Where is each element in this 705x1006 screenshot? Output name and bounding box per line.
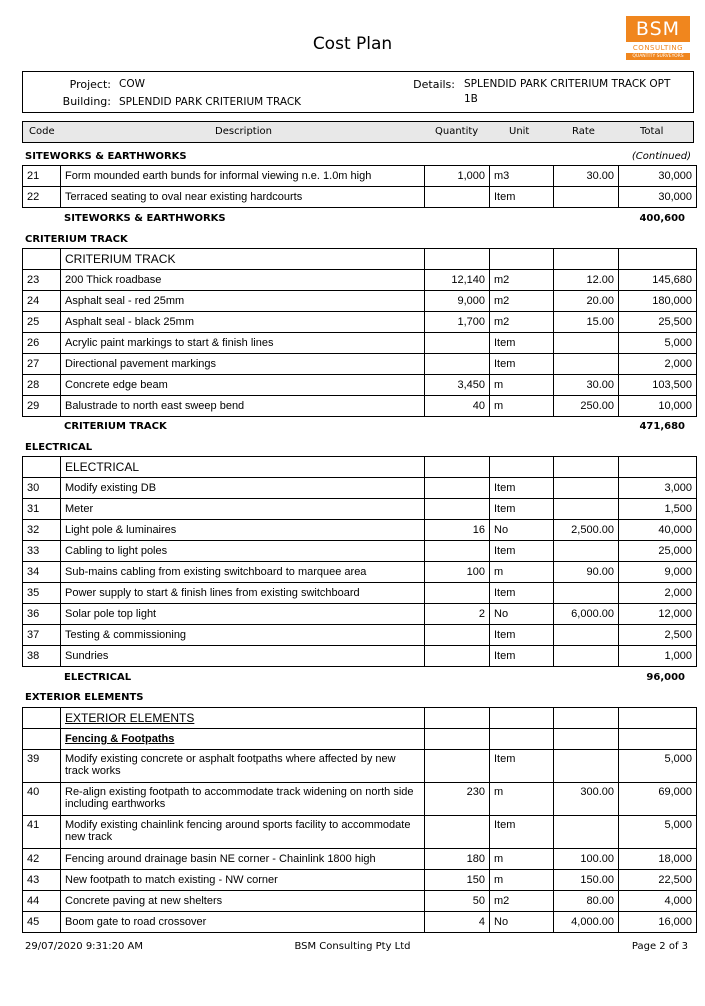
cell-rate: 30.00 bbox=[554, 375, 619, 396]
cell-rate: 250.00 bbox=[554, 396, 619, 417]
cell-rate: 150.00 bbox=[554, 870, 619, 891]
cell-desc: Light pole & luminaires bbox=[61, 520, 425, 541]
table-row bbox=[23, 333, 697, 354]
cell-rate: 100.00 bbox=[554, 849, 619, 870]
table-row bbox=[23, 604, 697, 625]
table-subheading bbox=[23, 729, 697, 750]
cell-desc: Modify existing chainlink fencing around sports facility to accommodate new track bbox=[61, 816, 425, 849]
cell-rate: 80.00 bbox=[554, 891, 619, 912]
cell-qty: 100 bbox=[425, 562, 490, 583]
cell-total: 180,000 bbox=[619, 291, 697, 312]
cell-rate bbox=[554, 333, 619, 354]
cell-qty bbox=[425, 354, 490, 375]
exterior-table bbox=[22, 707, 697, 933]
cell-total: 9,000 bbox=[619, 562, 697, 583]
cell-desc: New footpath to match existing - NW corner bbox=[61, 870, 425, 891]
cell-qty bbox=[425, 750, 490, 783]
cell-unit: Item bbox=[490, 750, 554, 783]
table-row bbox=[23, 312, 697, 333]
table-row bbox=[23, 166, 697, 187]
cell-code: 42 bbox=[23, 849, 61, 870]
cell-qty bbox=[425, 499, 490, 520]
cell-rate: 12.00 bbox=[554, 270, 619, 291]
siteworks-table bbox=[22, 165, 697, 208]
cell-desc: Balustrade to north east sweep bend bbox=[61, 396, 425, 417]
table-row bbox=[23, 291, 697, 312]
cell-unit: m2 bbox=[490, 891, 554, 912]
project-value: COW bbox=[119, 78, 145, 90]
col-description: Description bbox=[215, 126, 272, 137]
cell-code: 35 bbox=[23, 583, 61, 604]
cell-total: 5,000 bbox=[619, 816, 697, 849]
cell-qty: 180 bbox=[425, 849, 490, 870]
cell-unit: Item bbox=[490, 816, 554, 849]
cell-total: 40,000 bbox=[619, 520, 697, 541]
project-info-box bbox=[22, 71, 694, 113]
cell-rate: 6,000.00 bbox=[554, 604, 619, 625]
cell-code: 36 bbox=[23, 604, 61, 625]
table-row bbox=[23, 783, 697, 816]
cell-qty: 230 bbox=[425, 783, 490, 816]
cell-code: 34 bbox=[23, 562, 61, 583]
table-row bbox=[23, 583, 697, 604]
cell-desc: Concrete paving at new shelters bbox=[61, 891, 425, 912]
cell-unit: Item bbox=[490, 541, 554, 562]
project-label: Project: bbox=[69, 78, 111, 91]
cell-total: 3,000 bbox=[619, 478, 697, 499]
cell-unit: Item bbox=[490, 333, 554, 354]
cell-code: 43 bbox=[23, 870, 61, 891]
cell-rate bbox=[554, 750, 619, 783]
cell-unit: No bbox=[490, 604, 554, 625]
cell-desc: 200 Thick roadbase bbox=[61, 270, 425, 291]
cell-rate: 15.00 bbox=[554, 312, 619, 333]
details-value-line2: 1B bbox=[464, 93, 478, 105]
footer-page-number: Page 2 of 3 bbox=[631, 941, 688, 952]
cell-qty: 9,000 bbox=[425, 291, 490, 312]
cell-code: 32 bbox=[23, 520, 61, 541]
cell-rate bbox=[554, 354, 619, 375]
table-row bbox=[23, 912, 697, 933]
cell-code: 25 bbox=[23, 312, 61, 333]
table-row bbox=[23, 870, 697, 891]
continued-note: (Continued) bbox=[631, 151, 691, 162]
cell-qty bbox=[425, 625, 490, 646]
cell-total: 103,500 bbox=[619, 375, 697, 396]
cell-qty bbox=[425, 816, 490, 849]
cell-total: 4,000 bbox=[619, 891, 697, 912]
cell-qty: 2 bbox=[425, 604, 490, 625]
subtotal-value-electrical: 96,000 bbox=[646, 672, 685, 683]
cell-total: 145,680 bbox=[619, 270, 697, 291]
cell-code: 45 bbox=[23, 912, 61, 933]
exterior-heading: EXTERIOR ELEMENTS bbox=[61, 708, 425, 729]
cell-rate bbox=[554, 499, 619, 520]
cell-unit: No bbox=[490, 912, 554, 933]
cell-unit: Item bbox=[490, 646, 554, 667]
cell-total: 12,000 bbox=[619, 604, 697, 625]
cell-qty bbox=[425, 333, 490, 354]
cell-rate: 300.00 bbox=[554, 783, 619, 816]
subtotal-label-criterium: CRITERIUM TRACK bbox=[64, 421, 167, 432]
cell-rate bbox=[554, 583, 619, 604]
details-value-line1: SPLENDID PARK CRITERIUM TRACK OPT bbox=[464, 78, 671, 90]
electrical-heading: ELECTRICAL bbox=[61, 457, 425, 478]
cell-desc: Fencing around drainage basin NE corner - Chainlink 1800 high bbox=[61, 849, 425, 870]
cell-desc: Sub-mains cabling from existing switchboard to marquee area bbox=[61, 562, 425, 583]
cell-desc: Boom gate to road crossover bbox=[61, 912, 425, 933]
cell-desc: Asphalt seal - red 25mm bbox=[61, 291, 425, 312]
cell-rate bbox=[554, 541, 619, 562]
col-code: Code bbox=[29, 126, 55, 137]
cell-rate: 20.00 bbox=[554, 291, 619, 312]
logo-subtitle: CONSULTING bbox=[632, 44, 684, 52]
cell-total: 10,000 bbox=[619, 396, 697, 417]
cell-qty: 150 bbox=[425, 870, 490, 891]
cell-unit: m3 bbox=[490, 166, 554, 187]
cell-unit: m bbox=[490, 562, 554, 583]
cell-desc: Acrylic paint markings to start & finish lines bbox=[61, 333, 425, 354]
cell-unit: m2 bbox=[490, 312, 554, 333]
cell-unit: m2 bbox=[490, 270, 554, 291]
cell-unit: m2 bbox=[490, 291, 554, 312]
cell-unit: Item bbox=[490, 187, 554, 208]
cell-code: 31 bbox=[23, 499, 61, 520]
col-rate: Rate bbox=[572, 126, 595, 137]
cell-rate: 4,000.00 bbox=[554, 912, 619, 933]
cell-desc: Meter bbox=[61, 499, 425, 520]
cell-rate: 30.00 bbox=[554, 166, 619, 187]
table-row bbox=[23, 270, 697, 291]
cell-qty bbox=[425, 187, 490, 208]
cell-rate bbox=[554, 187, 619, 208]
company-logo bbox=[626, 16, 690, 62]
table-section-heading bbox=[23, 708, 697, 729]
cell-rate: 2,500.00 bbox=[554, 520, 619, 541]
cell-qty: 1,700 bbox=[425, 312, 490, 333]
table-row bbox=[23, 750, 697, 783]
cell-qty: 12,140 bbox=[425, 270, 490, 291]
cell-code: 39 bbox=[23, 750, 61, 783]
cell-total: 30,000 bbox=[619, 187, 697, 208]
cell-desc: Concrete edge beam bbox=[61, 375, 425, 396]
cell-unit: m bbox=[490, 375, 554, 396]
cell-code: 23 bbox=[23, 270, 61, 291]
electrical-table bbox=[22, 456, 697, 667]
table-row bbox=[23, 520, 697, 541]
cell-unit: m bbox=[490, 870, 554, 891]
table-row bbox=[23, 187, 697, 208]
cell-qty: 1,000 bbox=[425, 166, 490, 187]
cell-rate bbox=[554, 478, 619, 499]
cell-qty bbox=[425, 583, 490, 604]
cell-desc: Sundries bbox=[61, 646, 425, 667]
table-row bbox=[23, 625, 697, 646]
subtotal-value-siteworks: 400,600 bbox=[639, 213, 685, 224]
cell-code: 37 bbox=[23, 625, 61, 646]
cell-total: 69,000 bbox=[619, 783, 697, 816]
table-section-heading bbox=[23, 249, 697, 270]
section-label-exterior: EXTERIOR ELEMENTS bbox=[25, 692, 144, 703]
building-label: Building: bbox=[62, 95, 111, 108]
cell-unit: Item bbox=[490, 499, 554, 520]
cell-rate bbox=[554, 646, 619, 667]
cell-desc: Solar pole top light bbox=[61, 604, 425, 625]
table-row bbox=[23, 541, 697, 562]
table-row bbox=[23, 849, 697, 870]
cell-code: 40 bbox=[23, 783, 61, 816]
table-row bbox=[23, 375, 697, 396]
cell-total: 2,000 bbox=[619, 583, 697, 604]
section-label-siteworks: SITEWORKS & EARTHWORKS bbox=[25, 151, 187, 162]
cell-unit: Item bbox=[490, 583, 554, 604]
fencing-subheading: Fencing & Footpaths bbox=[61, 729, 425, 750]
logo-mark: BSM bbox=[626, 16, 690, 42]
cell-desc: Cabling to light poles bbox=[61, 541, 425, 562]
cell-code: 26 bbox=[23, 333, 61, 354]
cell-rate: 90.00 bbox=[554, 562, 619, 583]
table-row bbox=[23, 646, 697, 667]
cell-qty: 3,450 bbox=[425, 375, 490, 396]
cell-code: 22 bbox=[23, 187, 61, 208]
cell-total: 1,500 bbox=[619, 499, 697, 520]
logo-tagline: QUANTITY SURVEYORS bbox=[626, 53, 690, 60]
cell-total: 2,000 bbox=[619, 354, 697, 375]
cell-qty: 40 bbox=[425, 396, 490, 417]
col-total: Total bbox=[640, 126, 664, 137]
table-row bbox=[23, 354, 697, 375]
cell-code: 38 bbox=[23, 646, 61, 667]
cell-unit: Item bbox=[490, 625, 554, 646]
page-title: Cost Plan bbox=[312, 34, 393, 54]
cell-desc: Testing & commissioning bbox=[61, 625, 425, 646]
cell-rate bbox=[554, 816, 619, 849]
cell-desc: Power supply to start & finish lines from existing switchboard bbox=[61, 583, 425, 604]
cell-unit: m bbox=[490, 849, 554, 870]
cell-total: 5,000 bbox=[619, 333, 697, 354]
cell-desc: Form mounded earth bunds for informal viewing n.e. 1.0m high bbox=[61, 166, 425, 187]
subtotal-label-electrical: ELECTRICAL bbox=[64, 672, 132, 683]
cell-qty bbox=[425, 646, 490, 667]
criterium-heading: CRITERIUM TRACK bbox=[61, 249, 425, 270]
cell-code: 41 bbox=[23, 816, 61, 849]
cell-code: 29 bbox=[23, 396, 61, 417]
cell-code: 30 bbox=[23, 478, 61, 499]
cell-desc: Asphalt seal - black 25mm bbox=[61, 312, 425, 333]
col-quantity: Quantity bbox=[435, 126, 479, 137]
section-label-criterium: CRITERIUM TRACK bbox=[25, 234, 128, 245]
details-label: Details: bbox=[413, 78, 455, 91]
cell-qty: 4 bbox=[425, 912, 490, 933]
footer-company: BSM Consulting Pty Ltd bbox=[294, 941, 411, 952]
cell-total: 25,000 bbox=[619, 541, 697, 562]
cell-total: 1,000 bbox=[619, 646, 697, 667]
cell-total: 25,500 bbox=[619, 312, 697, 333]
cell-code: 21 bbox=[23, 166, 61, 187]
cell-unit: Item bbox=[490, 354, 554, 375]
cell-code: 28 bbox=[23, 375, 61, 396]
table-row bbox=[23, 478, 697, 499]
cell-desc: Modify existing concrete or asphalt footpaths where affected by new track works bbox=[61, 750, 425, 783]
table-section-heading bbox=[23, 457, 697, 478]
cell-total: 5,000 bbox=[619, 750, 697, 783]
cell-code: 24 bbox=[23, 291, 61, 312]
cell-total: 30,000 bbox=[619, 166, 697, 187]
col-unit: Unit bbox=[509, 126, 530, 137]
cell-total: 22,500 bbox=[619, 870, 697, 891]
column-header bbox=[22, 121, 694, 143]
table-row bbox=[23, 499, 697, 520]
section-label-electrical: ELECTRICAL bbox=[25, 442, 93, 453]
subtotal-value-criterium: 471,680 bbox=[639, 421, 685, 432]
cell-qty bbox=[425, 478, 490, 499]
cell-unit: m bbox=[490, 783, 554, 816]
cell-total: 18,000 bbox=[619, 849, 697, 870]
cell-code: 44 bbox=[23, 891, 61, 912]
subtotal-label-siteworks: SITEWORKS & EARTHWORKS bbox=[64, 213, 226, 224]
cell-qty bbox=[425, 541, 490, 562]
building-value: SPLENDID PARK CRITERIUM TRACK bbox=[119, 96, 302, 108]
cell-rate bbox=[554, 625, 619, 646]
cell-code: 27 bbox=[23, 354, 61, 375]
cell-total: 16,000 bbox=[619, 912, 697, 933]
cell-desc: Terraced seating to oval near existing hardcourts bbox=[61, 187, 425, 208]
cell-desc: Modify existing DB bbox=[61, 478, 425, 499]
cell-desc: Re-align existing footpath to accommodate track widening on north side including earthworks bbox=[61, 783, 425, 816]
cell-unit: m bbox=[490, 396, 554, 417]
criterium-table bbox=[22, 248, 697, 417]
cell-total: 2,500 bbox=[619, 625, 697, 646]
table-row bbox=[23, 562, 697, 583]
table-row bbox=[23, 816, 697, 849]
table-row bbox=[23, 396, 697, 417]
cell-qty: 50 bbox=[425, 891, 490, 912]
cell-code: 33 bbox=[23, 541, 61, 562]
cell-unit: No bbox=[490, 520, 554, 541]
cell-qty: 16 bbox=[425, 520, 490, 541]
table-row bbox=[23, 891, 697, 912]
cell-desc: Directional pavement markings bbox=[61, 354, 425, 375]
footer-timestamp: 29/07/2020 9:31:20 AM bbox=[25, 941, 144, 952]
cell-unit: Item bbox=[490, 478, 554, 499]
